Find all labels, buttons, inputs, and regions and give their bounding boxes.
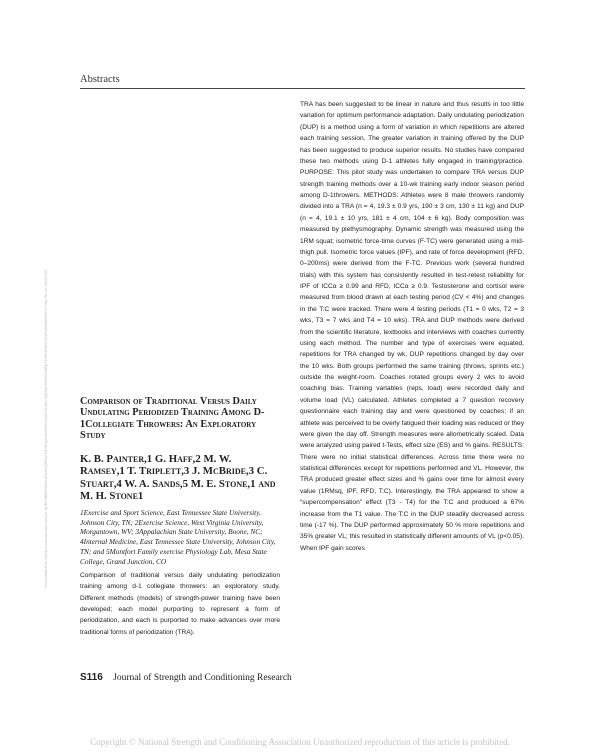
- journal-name: Journal of Strength and Conditioning Research: [113, 673, 292, 683]
- abstract-intro: Comparison of traditional versus daily undulating periodization training among d-1 collegiate throwers: an exploratory study. Different methods (models) of strength-power training have been developed; each model purporting to represent a form of periodization, and each is purported to make advances over more traditional forms of periodization (TRA).: [80, 572, 280, 636]
- section-header: Abstracts: [80, 74, 120, 85]
- affiliations: 1Exercise and Sport Science, East Tennessee State University, Johnson City, TN; 2Exercise Science, West Virginia University, Morgantown, WV; 3Appalachian State University, Boone, NC; 4Internal Medicine, East Tennessee State University, Johnson City, TN; and 5Montfort Family exercise Physiology Lab, Mesa State College, Grand Junction, CO: [80, 508, 276, 566]
- abstract-body: TRA has been suggested to be linear in nature and thus results in too little variation for optimum performance adaptation. Daily undulating periodization (DUP) is a method using a form of variation in which repetitions are altered each training session. The greater variation in training offered by the DUP has been suggested to produce superior results. No studies have compared these two methods using D-1 athletes fully engaged in training/practice. PURPOSE: This pilot study was undertaken to compare TRA versus DUP strength training methods over a 10-wk training early indoor season period among D-1throwers. METHODS: Athletes were 8 male throwers randomly divided into a TRA (n = 4, 19.3 ± 0.9 yrs, 190 ± 3 cm, 130 ± 11 kg) and DUP (n = 4, 19.1 ± 10 yrs, 181 ± 4 cm, 104 ± 6 kg). Body composition was measured by plethysmography. Dynamic strength was measured using the 1RM squat; isometric force-time curves (F-TC) were generated using a mid-thigh pull. Isometric force values (IPF), and rate of force development (RFD, 0–200ms) were derived from the F-TC. Previous work (several hundred trials) with this system has consistently resulted in test-retest reliability for IPF of ICCα ≥ 0.99 and RFD, ICCα ≥ 0.9. Testosterone and cortisol were measured from blood drawn at each testing period (CV < 4%) and changes in the T:C were tracked. There were 4 testing periods (T1 = 0 wks, T2 = 3 wks, T3 = 7 wks and T4 = 10 wks). TRA and DUP methods were derived from the scientific literature, textbooks and interviews with coaches currently using each method. The number and type of exercises were equated, repetitions for TRA changed by wk, DUP repetitions changed by day over the 10 wks. Both groups performed the same training (throws, sprints etc.) outside the weight-room. Coaches rotated groups every 2 wks to avoid coaching bias. Training variables (reps, load) were recorded daily and volume load (VL) calculated. Athletes completed a 7 question recovery questionnaire each training day and were questioned by coaches; if an athlete was perceived to be overly fatigued their loading was reduced or they were given the day off. Strength measures were allometrically scaled. Data were analyzed using paired t-Tests, effect size (ES) and % gains. RESULTS: There were no initial statistical differences. Across time there were no statistical differences except for repetitions performed and VL. However, the TRA produced greater effect sizes and % gains over time for almost every value (1RMsq, IPF, RFD, T:C). Interestingly, the TRA appeared to show a “supercompensation” effect (T3 - T4) for the T:C and produced a 67% increase from the T1 value. The T:C in the DUP steadily decreased across time (-17 %). The DUP performed approximately 50 % more repetitions and 35% greater VL; this resulted in statistically different amounts of VL (p<0.05). When IPF gain scores: [300, 101, 524, 552]
- page-number: S116: [80, 672, 103, 683]
- article-title: Comparison of Traditional Versus Daily Undulating Periodized Training Among D-1Collegiate Throwers: An Exploratory Study: [80, 396, 265, 442]
- author-list: K. B. Painter,1 G. Haff,2 M. W. Ramsey,1 T. Triplett,3 J. McBride,3 C. Stuart,4 W. A. Sands,5 M. E. Stone,1 and M. H. Stone1: [80, 452, 276, 503]
- article-heading-block: [80, 396, 276, 566]
- copyright-notice: Copyright © National Strength and Conditioning Association Unauthorized reproduction of this article is prohibited.: [90, 737, 510, 747]
- download-notice: Downloaded from http://journals.lww.com/nsca-jscr by BhDMf5ePHKav1zEoum1tQfN4a+kJLhEZgbsIHo4XMi0hCywCX1AWnYQp/IlQrHD3i3D0OdRyi7TvSFl4Cf3VC4/OAVpDDa8KKGKV0Ymy+78= on 09/22/2023: [44, 270, 48, 588]
- header-rule: [80, 88, 525, 89]
- page-footer: [80, 672, 292, 683]
